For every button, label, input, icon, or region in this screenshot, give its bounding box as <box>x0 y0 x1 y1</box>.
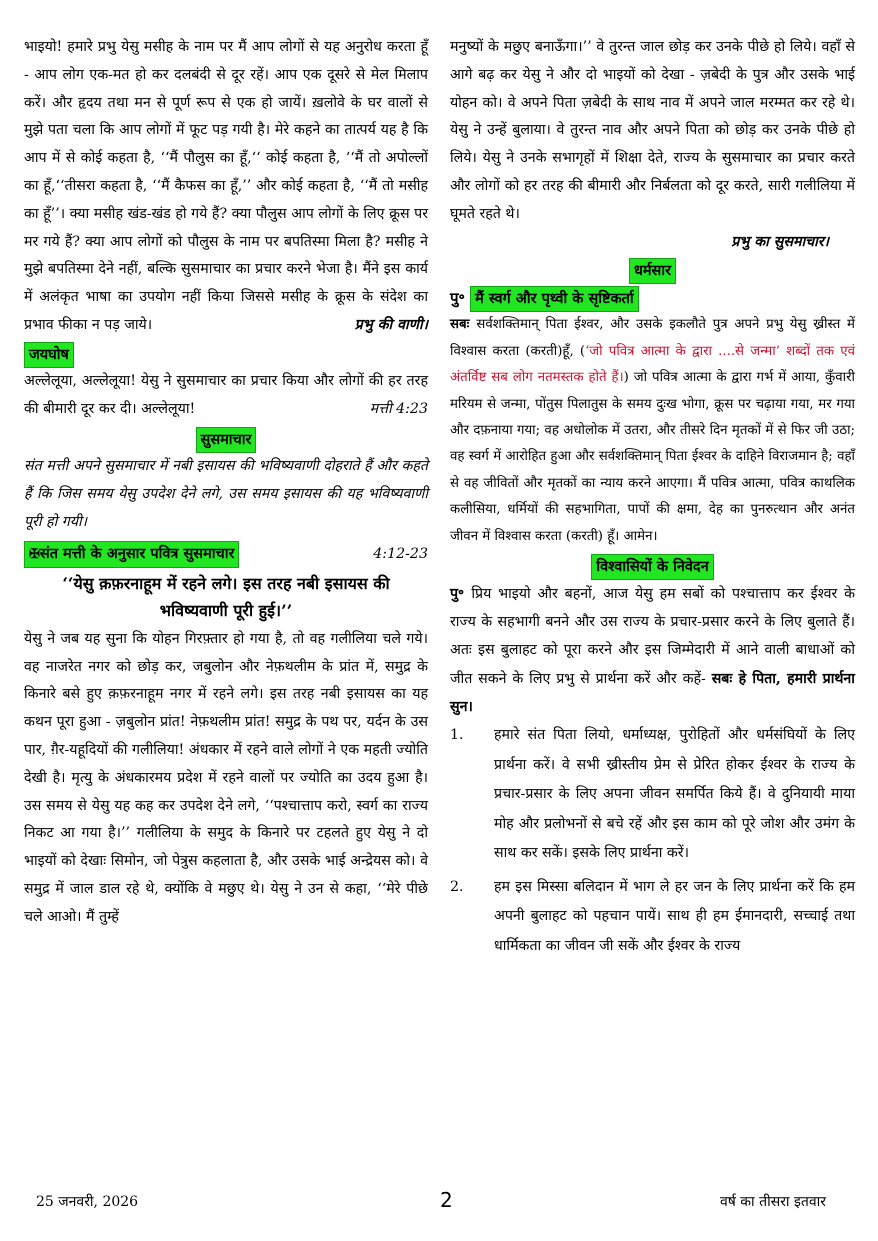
gospel-text: येसु ने जब यह सुना कि योहन गिरफ़्तार हो गया है, तो वह गलीलिया चले गये। वह नाजरेत नगर को छोड़ कर, जबुलोन और नेफ़थलीम के प्रांत में, समुद्र के किनारे बसे हुए क़फ़रनाहूम नगर में रहने लगे। इस तरह नबी इसायस का यह कथन पूरा हुआ - ज़बुलोन प्रांत! नेफ़थलीम प्रांत! समुद्र के पथ पर, यर्दन के उस पार, ग़ैर-यहूदियों की गलीलिया! अंधकार में रहने वाले लोगों ने एक महती ज्योति देखी है। मृत्यु के अंधकारमय प्रदेश में रहने वालों पर ज्योति का उदय हुआ है। उस समय से येसु यह कह कर उपदेश देने लगे, ‘‘पश्चात्ताप करो, स्वर्ग का राज्य निकट आ गया है।’’ गलीलिया के समुद के किनारे पर टहलते हुए येसु ने दो भाइयों को देखाः सिमोन, जो पेत्रुस कहलाता है, और उसके भाई अन्द्रेयस को। वे समुद्र में जाल डाल रहे थे, क्योंकि वे मछुए थे। येसु ने उन से कहा, ‘‘मेरे पीछे चले आओ। मैं तुम्हें <box>24 630 428 925</box>
left-column <box>24 34 428 932</box>
gospel-headline: ‘‘येसु क़फ़रनाहूम में रहने लगे। इस तरह नबी इसायस की भविष्यवाणी पूरी हुई।’’ <box>62 573 390 620</box>
list-item <box>450 873 855 962</box>
cross-icon: ✠ <box>29 546 40 562</box>
acclamation-label: जयघोष <box>24 342 74 368</box>
priest-prefix-2: पु॰ <box>450 586 472 603</box>
intention-text: हम इस मिस्सा बलिदान में भाग ले हर जन के लिए प्रार्थना करें कि हम अपनी बुलाहट को पहचान पायें। साथ ही हम ईमानदारी, सच्चाई तथा धार्मिकता का जीवन जी सकें और ईश्वर के राज्य <box>494 878 855 954</box>
creed-rubric: ‘जो पवित्र आत्मा के द्वारा ....से जन्मा’ शब्दों तक एवं अंतर्विष्ट सब लोग नतमस्तक होते हैं। <box>450 343 855 386</box>
intention-number: 1. <box>450 727 464 744</box>
gospel-continued: मनुष्यों के मछुए बनाऊँगा।’’ वे तुरन्त जाल छोड़ कर उनके पीछे हो लिये। वहाँ से आगे बढ़ कर येसु ने और दो भाइयों को देखा - ज़बेदी के पुत्र और उसके भाई योहन को। वे अपने पिता ज़बेदी के साथ नाव में अपने जाल मरम्मत कर रहे थे। येसु ने उन्हें बुलाया। वे तुरन्त नाव और अपने पिता को छोड़ कर उनके पीछे हो लिये। येसु ने उनके सभागृहों में शिक्षा देते, राज्य के सुसमाचार का प्रचार करते और लोगों को हर तरह की बीमारी और निर्बलता को दूर करते, सारी गलीलिया में घूमते रहते थे। <box>450 39 855 222</box>
creed-text-1: सर्वशक्तिमान् पिता ईश्वर, और उसके इकलौते पुत्र अपने प्रभु येसु ख्रीस्त में विश्वास करता (करती)हूँ, ( <box>450 317 855 359</box>
prayers-intro <box>450 580 855 721</box>
footer-week: वर्ष का तीसरा इतवार <box>719 1194 826 1210</box>
prayers-response: सबः हे पिता, हमारी प्रार्थना सुन। <box>450 670 855 715</box>
second-reading-body: भाइयो! हमारे प्रभु येसु मसीह के नाम पर मैं आप लोगों से यह अनुरोध करता हूँ - आप लोग एक-मत हो कर दलबंदी से दूर रहें। आप एक दूसरे से मेल मिलाप करें। और हृदय तथा मन से पूर्ण रूप से एक हो जायें। ख़लोवे के घर वालों से मुझे पता चला कि आप लोगों में फूट पड़ गयी है। मेरे कहने का तात्पर्य यह है कि आप में से कोई कहता है, ‘‘मैं पौलुस का हूँ,‘‘ कोई कहता है, ‘‘मैं तो अपोल्लों का हूँ,‘‘तीसरा कहता है, ‘‘मैं कैफस का हूँ,’’ और कोई कहता है, ‘‘मैं तो मसीह का हूँ’’। क्या मसीह खंड-खंड हो गये हैं? क्या पौलुस आप लोगों के लिए क्रूस पर मर गये हैं? क्या आप लोगों को पौलुस के नाम पर बपतिस्मा मिला है? मसीह ने मुझे बपतिस्मा देने नहीं, बल्कि सुसमाचार का प्रचार करने भेजा है। मैंने इस कार्य में अलंकृत भाषा का उपयोग नहीं किया जिससे मसीह के क्रूस के संदेश का प्रभाव फीका न पड़ जाये। <box>24 39 428 333</box>
footer-date: 25 जनवरी, 2026 <box>36 1194 139 1210</box>
acclamation-text <box>24 368 428 424</box>
gospel-sign: प्रभु का सुसमाचार। <box>731 233 829 250</box>
gospel-source <box>24 541 239 568</box>
creed-priest-title: मैं स्वर्ग और पृथ्वी के सृष्टिकर्ता <box>470 286 639 312</box>
priest-prefix: पु॰ <box>450 289 471 308</box>
gospel-label: सुसमाचार <box>196 427 257 453</box>
creed-priest-line <box>450 286 855 312</box>
prayers-intro-text: प्रिय भाइयो और बहनों, आज येसु हम सबों को पश्चात्ताप कर ईश्वर के राज्य के सहभागी बनने और उस राज्य के प्रचार-प्रसार करने के लिए बुलाते हैं। अतः इस बुलाहट को पूरा करने और इस जिम्मेदारी में आने वाली बाधाओं को जीत सकने के लिए प्रभु से प्रार्थना करें और कहें- <box>450 586 856 687</box>
list-item <box>450 721 855 869</box>
acclamation-body: अल्लेलूया, अल्लेलूया! येसु ने सुसमाचार का प्रचार किया और लोगों की हर तरह की बीमारी दूर कर दी। अल्लेलूया! <box>24 372 428 417</box>
right-column <box>450 34 855 961</box>
acclamation-ref: मत्ती 4:23 <box>369 400 428 417</box>
reading-sign: प्रभु की वाणी। <box>354 316 428 333</box>
intentions-list <box>450 721 855 961</box>
footer <box>36 1190 826 1214</box>
second-reading-text <box>24 34 428 340</box>
gospel-ref: 4:12-23 <box>373 546 428 563</box>
gospel-intro: संत मत्ती अपने सुसमाचार में नबी इसायस की भविष्यवाणी दोहराते हैं और कहते हैं कि जिस समय येसु उपदेश देने लगे, उस समय इसायस की यह भविष्यवाणी पूरी हो गयी। <box>24 458 428 530</box>
intention-text: हमारे संत पिता लियो, धर्माध्यक्ष, पुरोहितों और धर्मसंघियों के लिए प्रार्थना करें। वे सभी ख्रीस्तीय प्रेम से प्रेरित होकर ईश्वर के राज्य के प्रचार-प्रसार के लिए अपना जीवन समर्पित किये हैं। वे दुनियायी माया मोह और प्रलोभनों से बचे रहें और इस काम को पूरे जोश और उमंग के साथ कर सकें। इसके लिए प्रार्थना करें। <box>494 727 855 862</box>
creed-text <box>450 312 855 550</box>
prayers-label: विश्वासियों के निवेदन <box>591 554 713 580</box>
gospel-source-row <box>24 541 428 568</box>
creed-text-2: ) जो पवित्र आत्मा के द्वारा गर्भ में आया, कुँवारी मरियम से जन्मा, पोंतुस पिलातुस के समय दुःख भोगा, क्रूस पर चढ़ाया गया, मर गया और दफ़नाया गया; वह अधोलोक में उतरा, और तीसरे दिन मृतकों में से फिर जी उठा; वह स्वर्ग में आरोहित हुआ और सर्वशक्तिमान् पिता ईश्वर के दाहिने विराजमान है; वहाँ से वह जीवितों और मृतकों का न्याय करने आएगा। मैं पवित्र आत्मा, पवित्र काथलिक कलीसिया, धर्मियों की सहभागिता, पापों की क्षमा, देह का पुनरुत्थान और अनंत जीवन में विश्वास करता (करती) हूँ। आमेन। <box>450 370 855 544</box>
all-prefix: सबः <box>450 317 477 333</box>
intention-number: 2. <box>450 878 464 895</box>
page-number: 2 <box>440 1188 453 1212</box>
creed-label: धर्मसार <box>629 258 676 284</box>
gospel-source-text: संत मत्ती के अनुसार पवित्र सुसमाचार <box>39 544 235 562</box>
